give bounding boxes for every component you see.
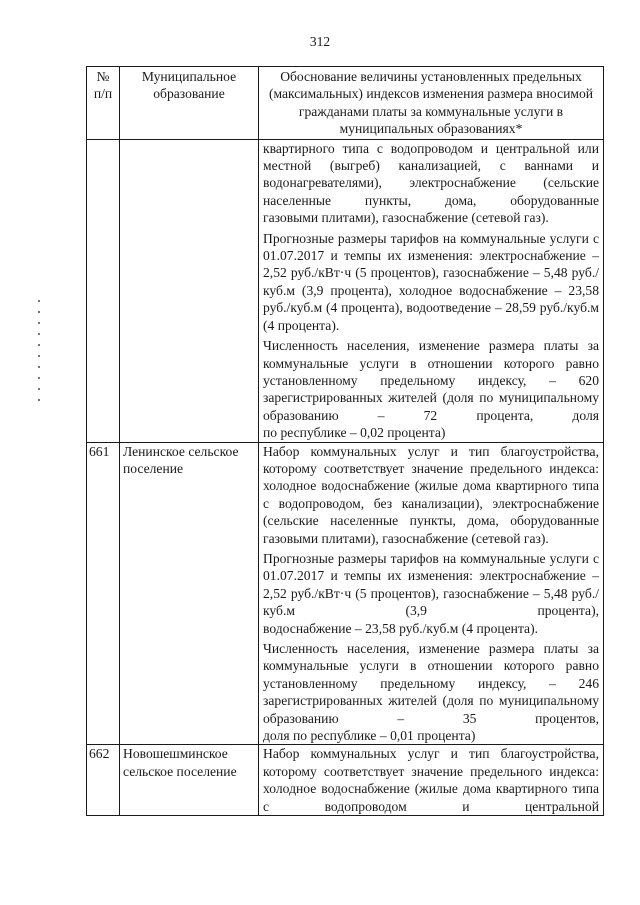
row-num: 662 (87, 745, 120, 816)
header-municipality: Муниципальное образование (120, 67, 259, 140)
paragraph: Численность населения, изменение размера платы за коммунальные услуги в отношении которого равно установленному предельному индексу, – 620 зарегистрированных жителей (доля по муниципальному образованию – 72 процента, доля по республике – 0,02 процента) (263, 338, 599, 441)
paragraph: Набор коммунальных услуг и тип благоустройства, которому соответствует значение предельного индекса: холодное водоснабжение (жилые дома квартирного типа с водопроводом, без канализации), электроснабжение (сельские населенные пункты, дома, оборудованные газовыми плитами), газоснабжение (сетевой газ). (263, 443, 599, 546)
header-justification: Обоснование величины установленных предельных (максимальных) индексов изменения размера вносимой гражданами платы за коммунальные услуги в муниципальных образованиях* (259, 67, 604, 140)
row-justification (259, 442, 604, 745)
table-row (87, 745, 604, 816)
paragraph: Набор коммунальных услуг и тип благоустройства, которому соответствует значение предельного индекса: холодное водоснабжение (жилые дома квартирного типа с водопроводом и центральной (263, 746, 599, 814)
row-municipality: Новошешминское сельское поселение (120, 745, 259, 816)
row-municipality: Ленинское сельское поселение (120, 442, 259, 745)
row-municipality (120, 139, 259, 442)
row-justification (259, 139, 604, 442)
row-justification (259, 745, 604, 816)
page-number: 312 (309, 34, 331, 49)
tariff-index-table (86, 66, 604, 816)
paragraph: Прогнозные размеры тарифов на коммунальные услуги с 01.07.2017 и темпы их изменения: электроснабжение – 2,52 руб./кВт·ч (5 процентов), газоснабжение – 5,48 руб./куб.м (3,9 процента), холодное водоснабжение – 23,58 руб./куб.м (4 процента), водоотведение – 28,59 руб./куб.м (4 процента). (263, 230, 599, 333)
binding-marks (38, 300, 42, 420)
table-header-row (87, 67, 604, 140)
paragraph: квартирного типа с водопроводом и центральной или местной (выгреб) канализацией, с ваннами и водонагревателями), электроснабжение (сельские населенные пункты, дома, оборудованные газовыми плитами), газоснабжение (сетевой газ). (263, 140, 599, 226)
row-num: 661 (87, 442, 120, 745)
row-num (87, 139, 120, 442)
paragraph: Численность населения, изменение размера платы за коммунальные услуги в отношении которого равно установленному предельному индексу, – 246 зарегистрированных жителей (доля по муниципальному образованию – 35 процентов, доля по республике – 0,01 процента) (263, 641, 599, 744)
header-num: № п/п (87, 67, 120, 140)
table-row (87, 139, 604, 442)
table-row (87, 442, 604, 745)
paragraph: Прогнозные размеры тарифов на коммунальные услуги с 01.07.2017 и темпы их изменения: электроснабжение – 2,52 руб./кВт·ч (5 процентов), газоснабжение – 5,48 руб./куб.м (3,9 процента), водоснабжение – 23,58 руб./куб.м (4 процента). (263, 550, 599, 636)
